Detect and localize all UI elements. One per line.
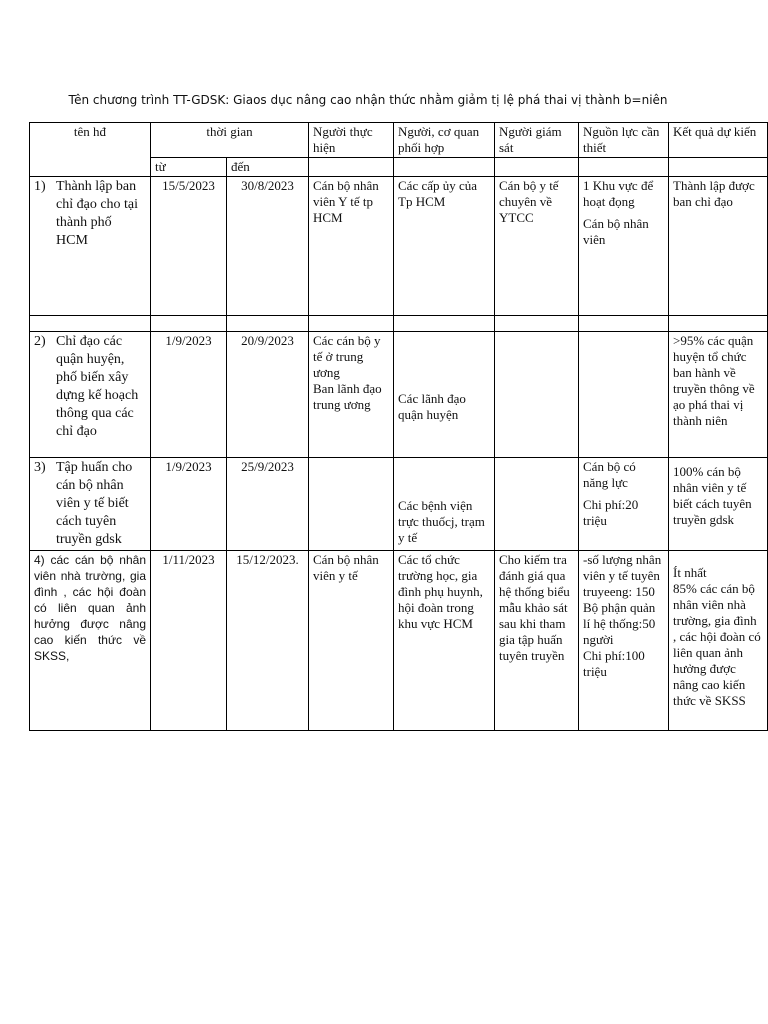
date-from: 15/5/2023 [151,177,227,316]
activity-number: 2) [34,334,46,349]
header-activity: tên hđ [30,123,151,177]
supervisor-cell: Cán bộ y tế chuyên về YTCC [495,177,579,316]
expected-cell: Thành lập được ban chỉ đạo [669,177,768,316]
supervisor-cell [495,332,579,458]
partner-cell [394,458,495,551]
executor-cell [309,458,394,551]
expected-item: Ít nhất [673,565,707,580]
executor-cell: Cán bộ nhân viên y tế [309,551,394,731]
table-row [30,551,768,731]
executor-item: Ban lãnh đạo trung ương [313,381,382,412]
resources-item: Cán bộ nhân viên [583,216,649,247]
date-to: 30/8/2023 [227,177,309,316]
activity-text: Thành lập ban chỉ đạo cho tại thành phố HCM [56,179,139,248]
header-empty-cell [495,158,579,177]
partner-text: Các bệnh viện trực thuốcj, trạm y tế [398,498,485,545]
header-time: thời gian [151,123,309,158]
program-title: Tên chương trình TT-GDSK: Giaos dục nâng cao nhận thức nhằm giảm tị lệ phá thai vị thành b=niên [68,93,668,107]
resources-item: Bộ phận quản lí hệ thống:50 người [583,600,656,647]
resources-cell [579,332,669,458]
activity-text: Tập huấn cho cán bộ nhân viên y tế biết cách tuyên truyền gdsk [56,460,133,547]
expected-item: 85% các cán bộ nhân viên nhà trường, gia đình , các hội đoàn có liên quan ảnh hưởng được nâng cao kiến thức về SKSS [673,581,761,708]
header-row [30,123,768,158]
header-supervisor: Người giám sát [495,123,579,158]
partner-cell: Các tổ chức trường học, gia đình phụ huynh, hội đoàn trong khu vực HCM [394,551,495,731]
resources-item: 1 Khu vực để hoạt đọng [583,178,654,209]
resources-item: Chi phí:100 triệu [583,648,645,679]
resources-cell [579,177,669,316]
resources-cell [579,551,669,731]
expected-cell: 100% cán bộ nhân viên y tế biết cách tuyên truyền gdsk [669,458,768,551]
date-from: 1/9/2023 [151,458,227,551]
activity-number: 1) [34,179,46,194]
date-to: 15/12/2023. [227,551,309,731]
header-empty-cell [669,158,768,177]
date-to: 25/9/2023 [227,458,309,551]
activity-text: Chỉ đạo các quận huyện, phố biến xây dựng kế hoạch thông qua các chỉ đạo [56,334,139,439]
resources-cell [579,458,669,551]
table-row [30,177,768,316]
resources-item: -số lượng nhân viên y tế tuyên truyeeng: 150 [583,552,662,599]
resources-item: Chi phí:20 triệu [583,497,639,528]
table-row [30,458,768,551]
partner-text: Các lãnh đạo quận huyện [398,391,466,422]
header-partner: Người, cơ quan phối hợp [394,123,495,158]
executor-cell: Cán bộ nhân viên Y tế tp HCM [309,177,394,316]
header-to: đến [227,158,309,177]
activity-cell: 4) các cán bộ nhân viên nhà trường, gia đình , các hội đoàn có liên quan ảnh hưởng được nâng cao kiến thức về SKSS, [30,551,151,731]
supervisor-cell: Cho kiếm tra đánh giá qua hệ thống biểu mẫu khảo sát sau khi tham gia tập huấn tuyên truyền [495,551,579,731]
activity-cell [30,458,151,551]
executor-item: Các cán bộ y tế ở trung ương [313,333,381,380]
header-from: từ [151,158,227,177]
table-row [30,332,768,458]
date-from: 1/11/2023 [151,551,227,731]
partner-cell [394,332,495,458]
date-to: 20/9/2023 [227,332,309,458]
spacer-row [30,316,768,332]
header-empty-cell [394,158,495,177]
partner-cell: Các cấp ủy của Tp HCM [394,177,495,316]
header-executor: Người thực hiện [309,123,394,158]
header-expected: Kết quả dự kiến [669,123,768,158]
date-from: 1/9/2023 [151,332,227,458]
executor-cell [309,332,394,458]
header-resources: Nguồn lực cần thiết [579,123,669,158]
activity-number: 3) [34,460,46,475]
activity-cell [30,332,151,458]
supervisor-cell [495,458,579,551]
plan-table [29,122,768,731]
header-empty-cell [579,158,669,177]
expected-cell [669,551,768,731]
resources-item: Cán bộ có năng lực [583,459,636,490]
header-empty-cell [309,158,394,177]
expected-cell: >95% các quận huyện tổ chức ban hành về truyền thông về ạo phá thai vị thành niên [669,332,768,458]
activity-cell [30,177,151,316]
